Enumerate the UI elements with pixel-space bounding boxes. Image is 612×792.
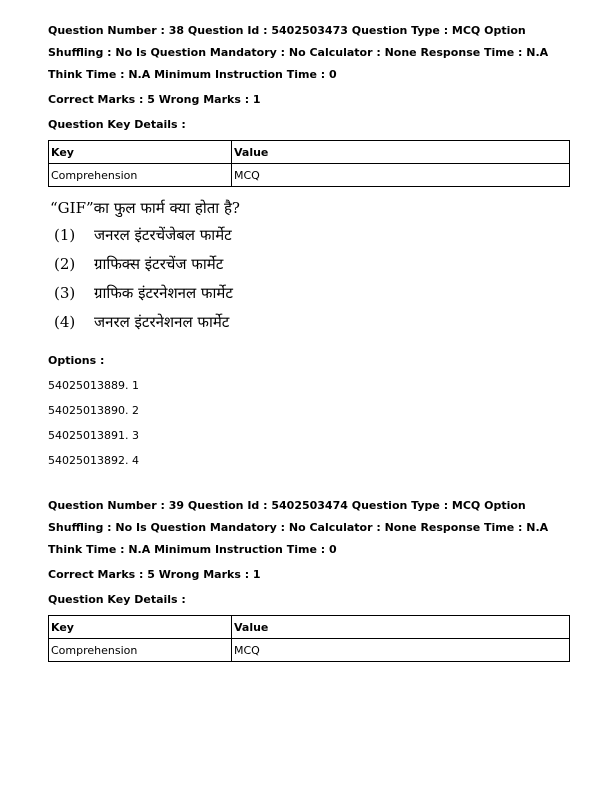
question-39-block	[48, 495, 578, 662]
table-cell-key: Comprehension	[49, 639, 232, 662]
choice-number: (1)	[54, 226, 76, 244]
option-id-item: 54025013890. 2	[48, 404, 139, 417]
choice-text: जनरल इंटरचेंजेबल फार्मेट	[94, 226, 232, 244]
key-details-table	[48, 140, 570, 187]
table-row	[49, 164, 570, 187]
choice-item	[48, 221, 578, 250]
key-details-label: Question Key Details :	[48, 118, 186, 131]
choice-text: जनरल इंटरनेशनल फार्मेट	[94, 313, 230, 331]
choice-item	[48, 308, 578, 337]
option-id-item: 54025013889. 1	[48, 379, 139, 392]
choice-number: (3)	[54, 284, 76, 302]
marks-line: Correct Marks : 5 Wrong Marks : 1	[48, 568, 261, 581]
choice-number: (2)	[54, 255, 76, 273]
key-details-table	[48, 615, 570, 662]
options-label: Options :	[48, 354, 105, 367]
option-id-item: 54025013891. 3	[48, 429, 139, 442]
table-cell-value: MCQ	[232, 164, 570, 187]
key-details-label: Question Key Details :	[48, 593, 186, 606]
table-cell-value: MCQ	[232, 639, 570, 662]
table-header-row	[49, 141, 570, 164]
options-list	[48, 373, 578, 473]
question-meta: Question Number : 39 Question Id : 5402503474 Question Type : MCQ Option Shuffling : No Is Question Mandatory : No Calculator : None Response Time : N.A Think Time : N.A Minimum Instruction Time : 0	[48, 499, 549, 556]
table-header-value: Value	[232, 141, 570, 164]
table-header-key: Key	[49, 141, 232, 164]
choice-number: (4)	[54, 313, 76, 331]
table-header-value: Value	[232, 616, 570, 639]
table-header-key: Key	[49, 616, 232, 639]
choice-text: ग्राफिक इंटरनेशनल फार्मेट	[94, 284, 233, 302]
table-cell-key: Comprehension	[49, 164, 232, 187]
choice-item	[48, 250, 578, 279]
table-row	[49, 639, 570, 662]
choice-text: ग्राफिक्स इंटरचेंज फार्मेट	[94, 255, 224, 273]
question-stem: “GIF”का फुल फार्म क्या होता है?	[50, 199, 240, 217]
option-id-item: 54025013892. 4	[48, 454, 139, 467]
table-header-row	[49, 616, 570, 639]
question-meta: Question Number : 38 Question Id : 5402503473 Question Type : MCQ Option Shuffling : No Is Question Mandatory : No Calculator : None Response Time : N.A Think Time : N.A Minimum Instruction Time : 0	[48, 24, 549, 81]
question-image	[48, 195, 578, 337]
marks-line: Correct Marks : 5 Wrong Marks : 1	[48, 93, 261, 106]
choice-item	[48, 279, 578, 308]
question-38-block	[48, 20, 578, 473]
